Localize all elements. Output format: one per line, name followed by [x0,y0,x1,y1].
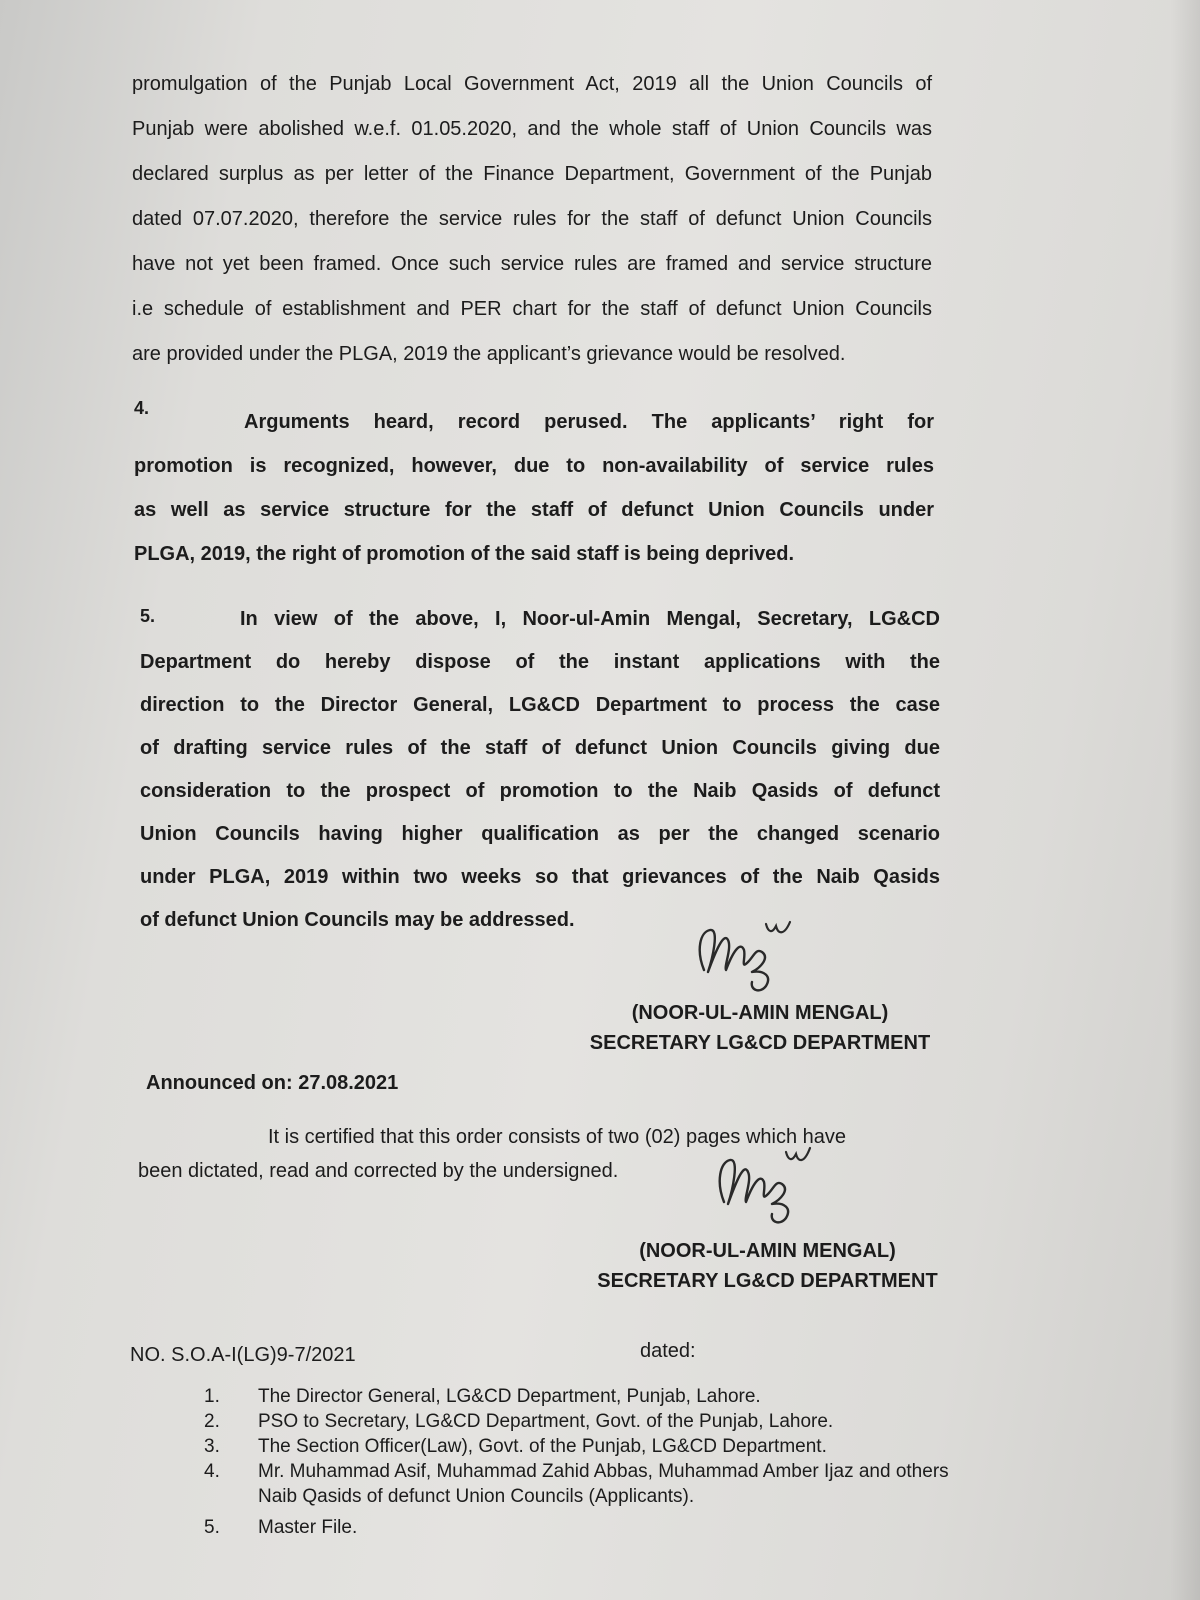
signatory-name: (NOOR-UL-AMIN MENGAL) [631,1002,889,1024]
paragraph-4-last-line: PLGA, 2019, the right of promotion of the said staff is being deprived. [134,543,795,565]
paragraph-5-line: under PLGA, 2019 within two weeks so that grievances of the Naib Qasids [140,866,940,888]
signature-image [712,1140,832,1230]
paragraph-5-line: of drafting service rules of the staff of defunct Union Councils giving due [140,737,940,759]
paragraph-3-line: dated 07.07.2020, therefore the service rules for the staff of defunct Union Councils [132,208,932,230]
certification-line: It is certified that this order consists of two (02) pages which have [268,1126,847,1148]
list-item-number: 3. [204,1436,220,1457]
list-item-number: 4. [204,1461,220,1482]
announced-date: Announced on: 27.08.2021 [146,1072,399,1094]
list-item-text: Master File. [258,1517,358,1538]
paragraph-4 [134,400,934,576]
paragraph-5-line: Union Councils having higher qualification as per the changed scenario [140,823,940,845]
paragraph-3-line: Punjab were abolished w.e.f. 01.05.2020, and the whole staff of Union Councils was [132,118,932,140]
paragraph-3 [132,62,932,377]
list-item [200,1459,980,1509]
paragraph-4-line: promotion is recognized, however, due to non-availability of service rules [134,455,934,477]
paragraph-3-line: i.e schedule of establishment and PER chart for the staff of defunct Union Councils [132,298,932,320]
paragraph-3-last-line: are provided under the PLGA, 2019 the applicant’s grievance would be resolved. [132,343,846,365]
list-item-number: 1. [204,1386,220,1407]
list-item-text: PSO to Secretary, LG&CD Department, Govt. of the Punjab, Lahore. [258,1411,834,1432]
paragraph-5-number: 5. [140,606,156,626]
list-item-number: 2. [204,1411,220,1432]
list-item [200,1434,980,1459]
list-item [200,1409,980,1434]
paragraph-5-line: consideration to the prospect of promotion to the Naib Qasids of defunct [140,780,940,802]
paragraph-4-number: 4. [134,398,150,418]
certification-line: been dictated, read and corrected by the undersigned. [138,1160,619,1182]
signatory-block [575,1236,960,1296]
list-item-text: The Section Officer(Law), Govt. of the Punjab, LG&CD Department. [258,1436,827,1457]
paragraph-4-line: Arguments heard, record perused. The applicants’ right for [244,411,934,433]
signatory-designation: SECRETARY LG&CD DEPARTMENT [589,1032,931,1054]
dated-label: dated: [640,1340,696,1362]
signatory-name: (NOOR-UL-AMIN MENGAL) [639,1240,896,1262]
paragraph-3-line: have not yet been framed. Once such service rules are framed and service structure [132,253,932,275]
certification-text [138,1120,968,1188]
paragraph-5-line: direction to the Director General, LG&CD Department to process the case [140,694,940,716]
list-item-number: 5. [204,1517,220,1538]
list-item [200,1384,980,1409]
signatory-block [570,998,950,1058]
paragraph-5-line: Department do hereby dispose of the instant applications with the [140,651,940,673]
paragraph-3-line: promulgation of the Punjab Local Government Act, 2019 all the Union Councils of [132,73,932,95]
paragraph-5 [140,598,940,942]
list-item-text: The Director General, LG&CD Department, Punjab, Lahore. [258,1386,761,1407]
list-item-text: Mr. Muhammad Asif, Muhammad Zahid Abbas, Muhammad Amber Ijaz and others Naib Qasids of defunct Union Councils (Applicants). [258,1461,949,1507]
paragraph-5-last-line: of defunct Union Councils may be addressed. [140,909,575,931]
reference-number: NO. S.O.A-I(LG)9-7/2021 [130,1344,356,1366]
signature-image [690,910,810,996]
page-edge-shadow [1170,0,1200,1600]
list-item [200,1515,980,1540]
paragraph-4-line: as well as service structure for the staff of defunct Union Councils under [134,499,934,521]
signatory-designation: SECRETARY LG&CD DEPARTMENT [597,1270,938,1292]
distribution-list [200,1384,980,1540]
paragraph-3-line: declared surplus as per letter of the Finance Department, Government of the Punjab [132,163,932,185]
paragraph-5-line: In view of the above, I, Noor-ul-Amin Mengal, Secretary, LG&CD [240,608,940,630]
